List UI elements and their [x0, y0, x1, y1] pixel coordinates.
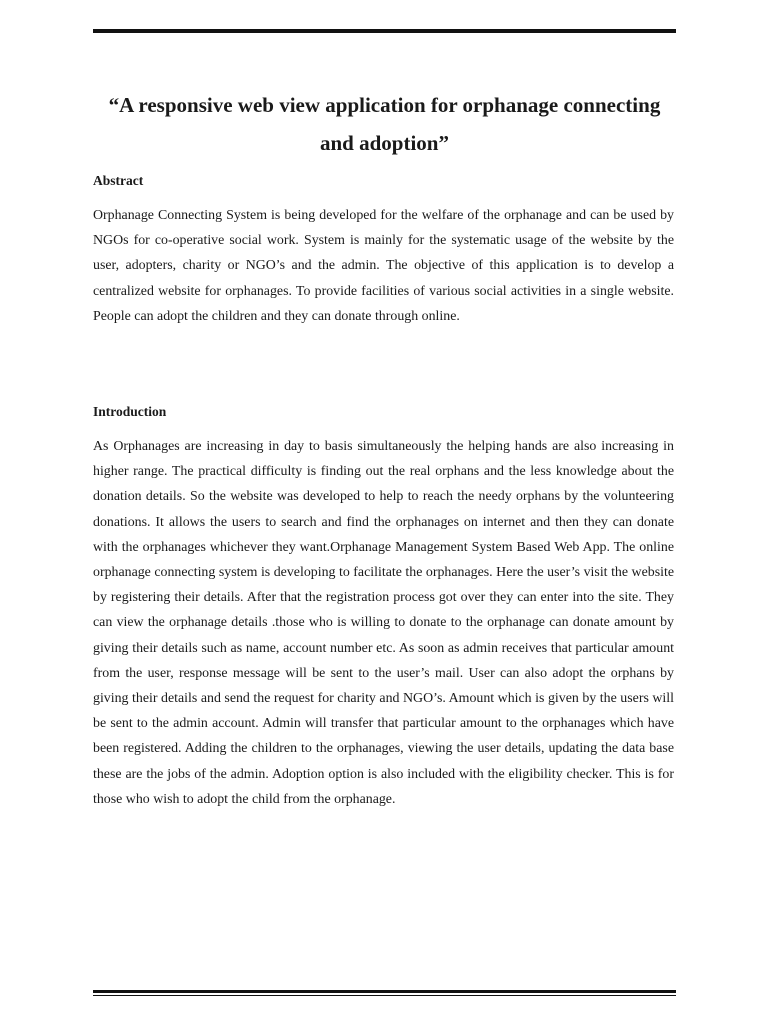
- header-rule: [93, 29, 676, 33]
- document-title: “A responsive web view application for orphanage connecting and adoption”: [108, 93, 661, 155]
- abstract-paragraph: Orphanage Connecting System is being developed for the welfare of the orphanage and can be used by NGOs for co-operative social work. System is mainly for the systematic usage of the website by the user, adopters, charity or NGO’s and the admin. The objective of this application is to develop a centralized website for orphanages. To provide facilities of various social activities in a single website. People can adopt the children and they can donate through online.: [93, 208, 674, 324]
- introduction-paragraph: As Orphanages are increasing in day to basis simultaneously the helping hands are also increasing in higher range. The practical difficulty is finding out the real orphans and the less knowledge about the donation details. So the website was developed to help to reach the needy orphans by the volunteering donations. It allows the users to search and find the orphanages on internet and then they can donate with the orphanages whichever they want.Orphanage Management System Based Web App. The online orphanage connecting system is developing to facilitate the orphanages. Here the user’s visit the website by registering their details. After that the registration process got over they can enter into the site. They can view the orphanage details .those who is willing to donate to the orphanage can donate amount by giving their details such as name, account number etc. As soon as admin receives that particular amount from the user, response message will be sent to the user’s mail. User can also adopt the orphans by giving their details and send the request for charity and NGO’s. Amount which is given by the users will be sent to the admin account. Admin will transfer that particular amount to the orphanages which have been registered. Adding the children to the orphanages, viewing the user details, updating the data base these are the jobs of the admin. Adoption option is also included with the eligibility checker. This is for those who wish to adopt the child from the orphanage.: [93, 439, 674, 807]
- footer-rule-thick: [93, 990, 676, 993]
- introduction-heading: Introduction: [93, 404, 167, 419]
- footer-rule-thin: [93, 995, 676, 996]
- abstract-heading: Abstract: [93, 173, 144, 188]
